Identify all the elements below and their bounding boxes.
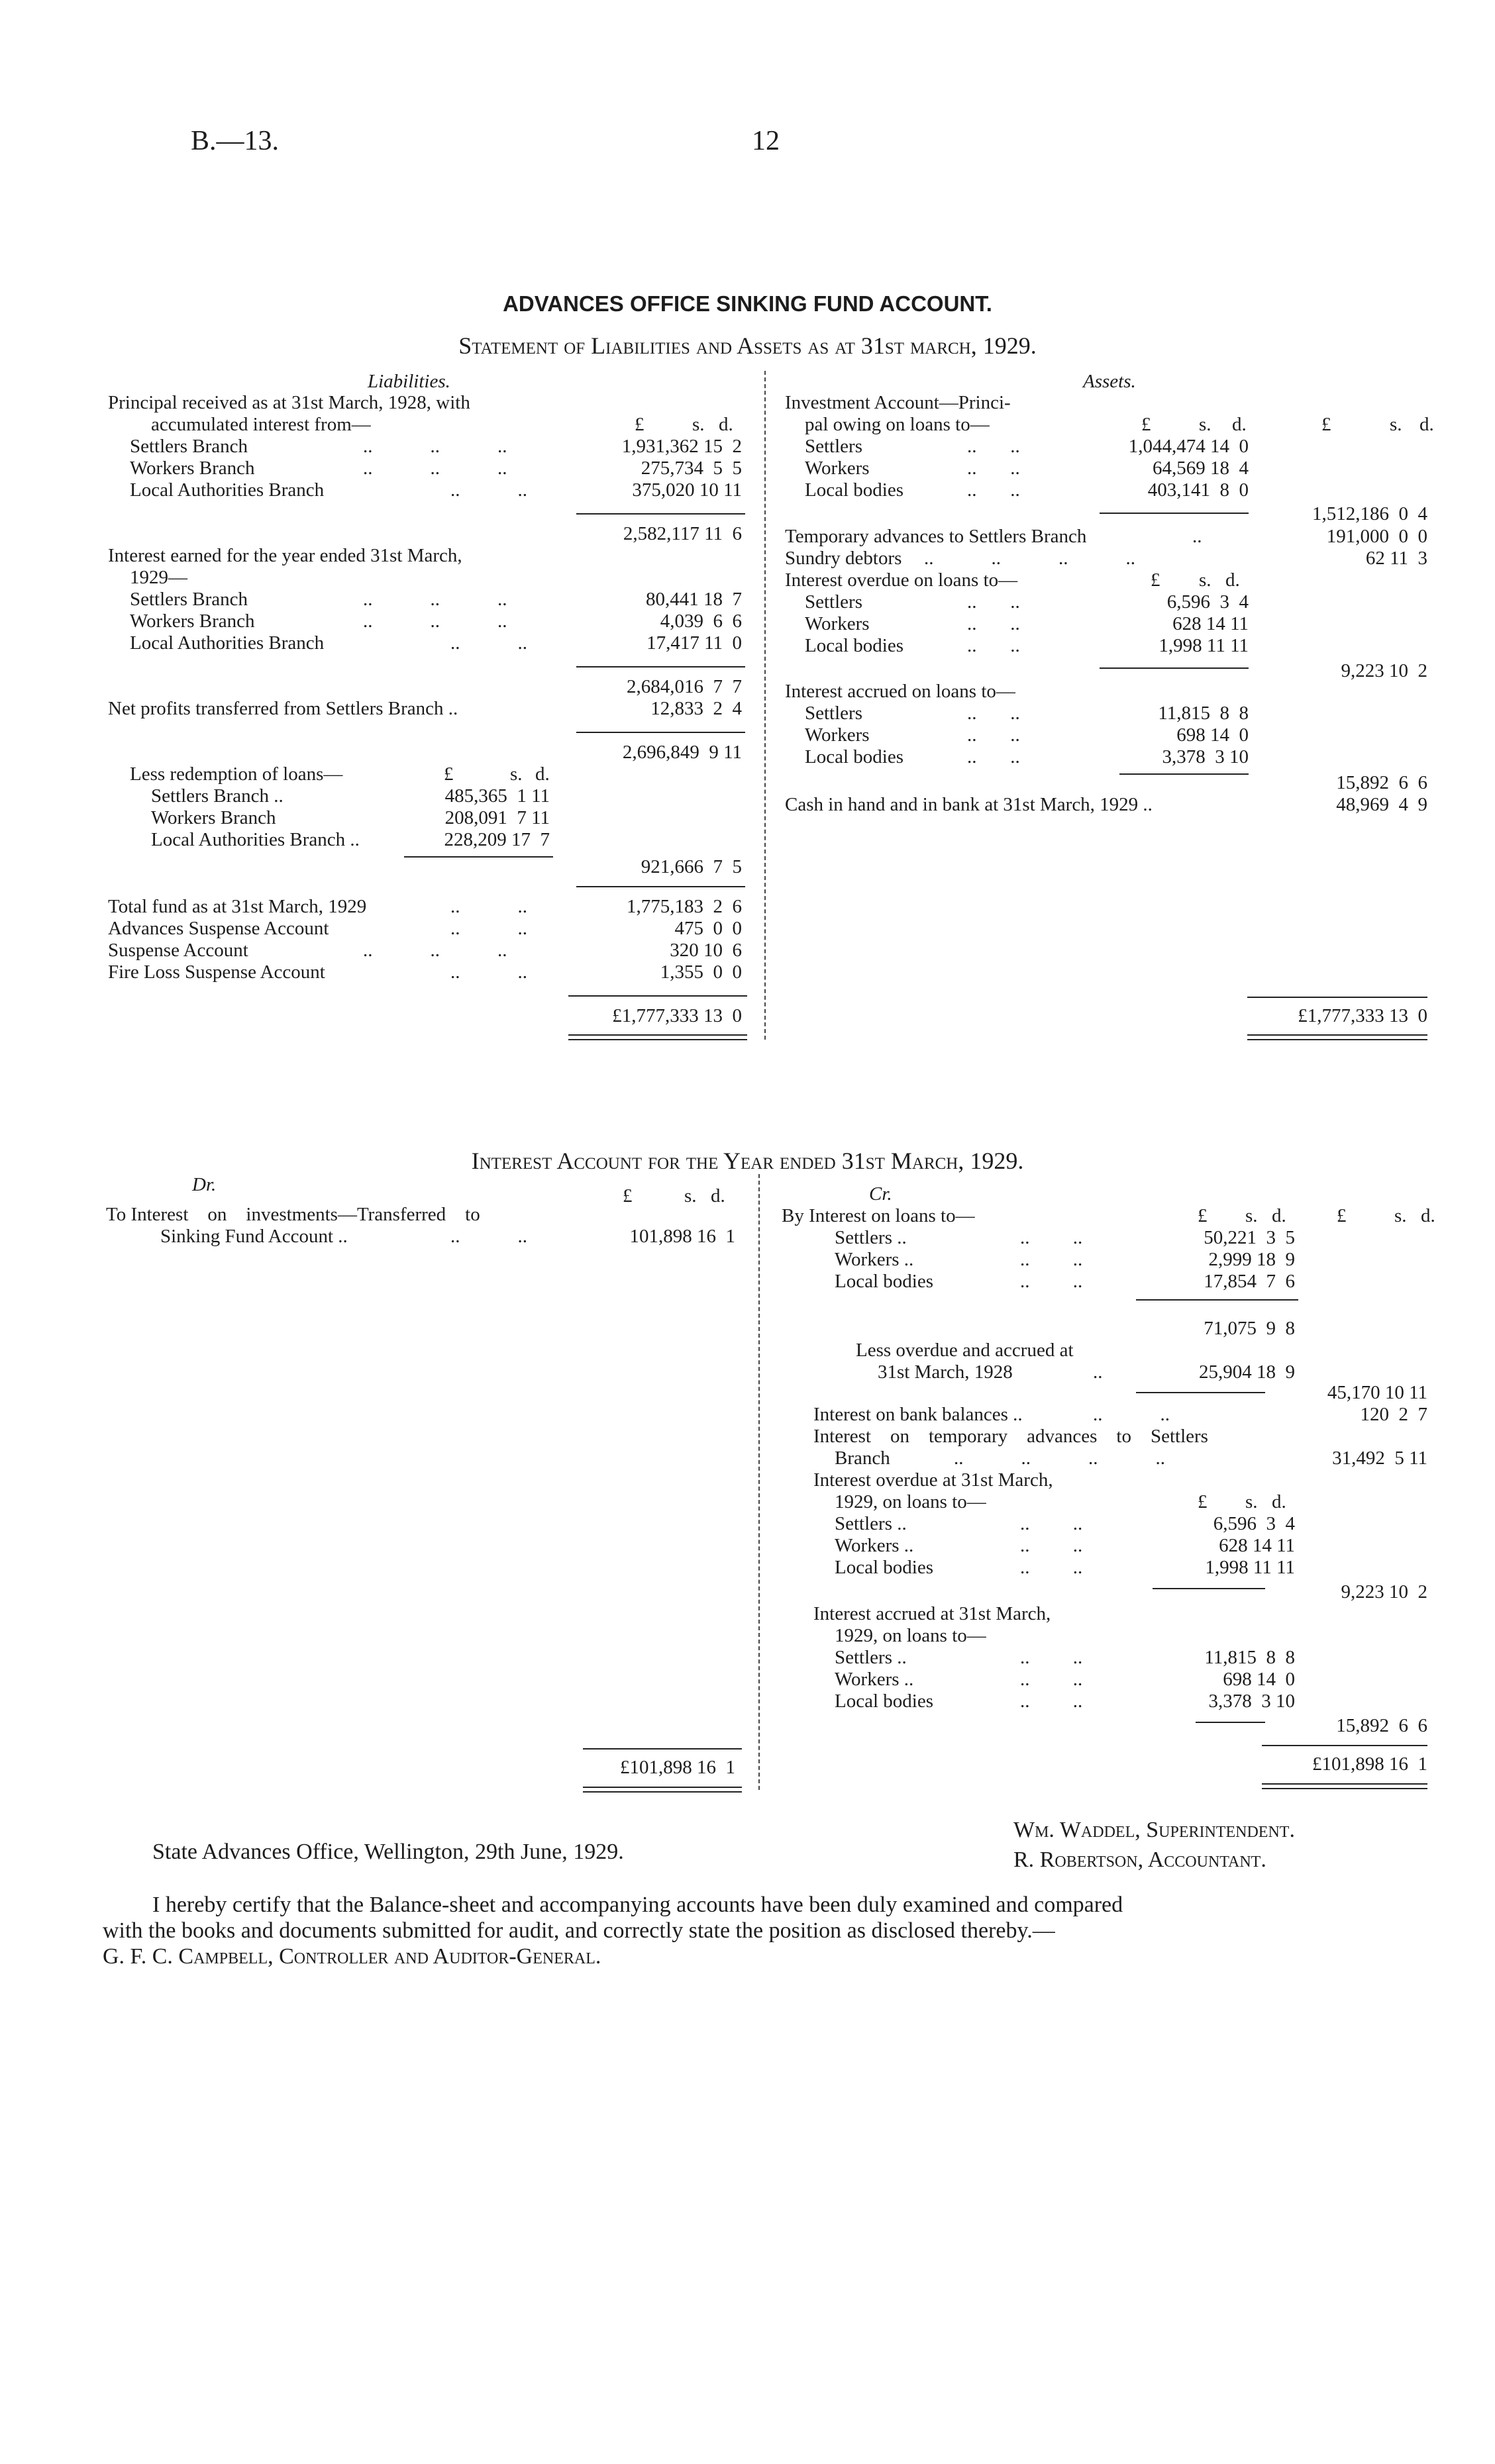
less-redemption-label: Less redemption of loans—: [130, 764, 343, 785]
temp-value: 31,492 5 11: [1332, 1448, 1427, 1469]
page-number: 12: [752, 126, 780, 156]
cr-settlers-label: Settlers ..: [835, 1227, 907, 1248]
total-fund-value: 1,775,183 2 6: [627, 896, 742, 917]
cr-total: £101,898 16 1: [1312, 1753, 1427, 1775]
ac-settlers-label: Settlers: [805, 703, 862, 724]
sundry-value: 62 11 3: [1365, 548, 1427, 569]
od-col-pound: £: [1198, 1491, 1208, 1512]
leader-dots: .. .. ..: [363, 436, 507, 457]
bank-label: Interest on bank balances ..: [813, 1404, 1023, 1425]
interest-line-2: 1929—: [130, 567, 187, 588]
redemption-rule: [404, 856, 553, 858]
total-fund-label: Total fund as at 31st March, 1929: [108, 896, 367, 917]
ac-total: 15,892 6 6: [1336, 1715, 1427, 1736]
subtotal-3: 2,696,849 9 11: [622, 742, 742, 763]
a-local-value: 403,141 8 0: [1147, 479, 1249, 501]
suspense-value: 320 10 6: [670, 940, 742, 961]
less-value: 25,904 18 9: [1199, 1361, 1295, 1383]
col2-shilling: s.: [1390, 414, 1402, 435]
ac-workers-label: Workers: [805, 724, 870, 746]
i-settlers-value: 80,441 18 7: [646, 589, 742, 610]
investment-line-2: pal owing on loans to—: [805, 414, 990, 435]
i-workers-label: Workers Branch: [130, 611, 255, 632]
subtotal-rule: [576, 732, 745, 733]
col-shilling: s.: [1199, 414, 1211, 435]
temp-line-1: Interest on temporary advances to Settlers: [813, 1426, 1208, 1447]
r-settlers-label: Settlers Branch ..: [151, 785, 284, 807]
subtotal-rule: [576, 666, 745, 667]
overdue-heading: Interest overdue on loans to—: [785, 569, 1018, 591]
accrued-heading: Interest accrued on loans to—: [785, 681, 1015, 702]
col-shilling: s.: [692, 414, 705, 435]
total-rule: [568, 995, 747, 997]
r-col-pence: d.: [535, 764, 550, 785]
o-col-shilling: s.: [1199, 569, 1211, 591]
overdue-total: 9,223 10 2: [1341, 660, 1427, 681]
ac-local-value: 3,378 3 10: [1208, 1691, 1295, 1712]
bank-value: 120 2 7: [1360, 1404, 1427, 1425]
subtotal-1: 2,582,117 11 6: [623, 523, 742, 544]
ac-line-2: 1929, on loans to—: [835, 1625, 986, 1646]
o-workers-label: Workers: [805, 613, 870, 634]
p-local-label: Local Authorities Branch: [130, 479, 325, 501]
temp-adv-label: Temporary advances to Settlers Branch: [785, 526, 1087, 547]
cr-workers-value: 2,999 18 9: [1208, 1249, 1295, 1270]
sundry-label: Sundry debtors: [785, 548, 902, 569]
leader-dots: ..: [1093, 1361, 1103, 1383]
leader-dots: .. ..: [967, 746, 1020, 767]
double-rule: [1247, 1034, 1427, 1040]
cr-col2-shilling: s.: [1394, 1205, 1407, 1226]
leader-dots: .. ..: [967, 436, 1020, 457]
certification-line-1: I hereby certify that the Balance-sheet and accompanying accounts have been duly examined and compared: [152, 1893, 1123, 1917]
dr-total: £101,898 16 1: [620, 1757, 735, 1778]
subtotal-rule: [576, 513, 745, 515]
fire-loss-value: 1,355 0 0: [660, 961, 742, 983]
cr-subtotal: 71,075 9 8: [1204, 1318, 1295, 1339]
credit-heading: Cr.: [869, 1183, 892, 1205]
ac-settlers-value: 11,815 8 8: [1204, 1647, 1295, 1668]
leader-dots: .. ..: [1020, 1669, 1083, 1690]
leader-dots: .. ..: [1020, 1271, 1083, 1292]
a-workers-value: 64,569 18 4: [1153, 458, 1249, 479]
cr-settlers-value: 50,221 3 5: [1204, 1227, 1295, 1248]
col2-pound: £: [1321, 414, 1331, 435]
leader-dots: .. ..: [450, 918, 527, 939]
i-settlers-label: Settlers Branch: [130, 589, 248, 610]
r-workers-value: 208,091 7 11: [444, 807, 550, 828]
place-date: State Advances Office, Wellington, 29th June, 1929.: [152, 1840, 624, 1864]
ac-settlers-value: 11,815 8 8: [1158, 703, 1249, 724]
accrued-total: 15,892 6 6: [1336, 772, 1427, 793]
principal-line-1: Principal received as at 31st March, 1928, with: [108, 392, 470, 413]
certification-line-2: with the books and documents submitted for audit, and correctly state the position as disclosed thereby.—: [103, 1918, 1055, 1943]
subtotal-rule: [576, 886, 745, 887]
leader-dots: .. ..: [1093, 1404, 1170, 1425]
temp-adv-value: 191,000 0 0: [1326, 526, 1427, 547]
leader-dots: .. ..: [967, 703, 1020, 724]
redemption-total: 921,666 7 5: [641, 856, 742, 877]
o-local-value: 1,998 11 11: [1159, 635, 1249, 656]
p-local-value: 375,020 10 11: [632, 479, 742, 501]
investment-line-1: Investment Account—Princi-: [785, 392, 1011, 413]
total-rule: [583, 1748, 742, 1749]
leader-dots: .. .. ..: [363, 611, 507, 632]
dr-line-1: To Interest on investments—Transferred to: [106, 1204, 480, 1225]
leader-dots: .. ..: [1020, 1249, 1083, 1270]
i-local-label: Local Authorities Branch: [130, 632, 325, 654]
r-workers-label: Workers Branch: [151, 807, 276, 828]
o-workers-value: 628 14 11: [1172, 613, 1249, 634]
i-workers-value: 4,039 6 6: [660, 611, 742, 632]
leader-dots: .. .. ..: [363, 940, 507, 961]
certification-line-3: G. F. C. Campbell, Controller and Auditor-General.: [103, 1944, 601, 1969]
double-rule: [568, 1034, 747, 1040]
a-workers-label: Workers: [805, 458, 870, 479]
ac-settlers-label: Settlers ..: [835, 1647, 907, 1668]
leader-dots: .. ..: [1020, 1227, 1083, 1248]
od-settlers-value: 6,596 3 4: [1213, 1513, 1295, 1534]
cr-col-pound: £: [1198, 1205, 1208, 1226]
principal-line-2: accumulated interest from—: [151, 414, 371, 435]
leader-dots: .. ..: [967, 724, 1020, 746]
interest-account-title: Interest Account for the Year ended 31st March, 1929.: [471, 1148, 1024, 1174]
document-reference: B.—13.: [191, 126, 280, 156]
cr-net: 45,170 10 11: [1327, 1382, 1427, 1403]
leader-dots: .. ..: [450, 896, 527, 917]
subtotal-2: 2,684,016 7 7: [627, 676, 742, 697]
debit-heading: Dr.: [192, 1174, 217, 1195]
leader-dots: .. .. .. ..: [924, 548, 1135, 569]
dr-col-pound: £: [623, 1185, 633, 1207]
less-line-2: 31st March, 1928: [878, 1361, 1013, 1383]
temp-line-2: Branch: [835, 1448, 890, 1469]
a-settlers-label: Settlers: [805, 436, 862, 457]
i-local-value: 17,417 11 0: [646, 632, 742, 654]
less-line-1: Less overdue and accrued at: [856, 1340, 1074, 1361]
fire-loss-label: Fire Loss Suspense Account: [108, 961, 325, 983]
suspense-label: Suspense Account: [108, 940, 248, 961]
ac-workers-label: Workers ..: [835, 1669, 914, 1690]
ac-workers-value: 698 14 0: [1176, 724, 1249, 746]
double-rule: [1262, 1783, 1427, 1789]
adv-suspense-value: 475 0 0: [674, 918, 742, 939]
od-total: 9,223 10 2: [1341, 1581, 1427, 1602]
cash-value: 48,969 4 9: [1336, 794, 1427, 815]
col-pence: d.: [719, 414, 733, 435]
od-workers-value: 628 14 11: [1219, 1535, 1295, 1556]
dr-col-pence: d.: [711, 1185, 725, 1207]
o-local-label: Local bodies: [805, 635, 903, 656]
od-line-1: Interest overdue at 31st March,: [813, 1469, 1053, 1491]
statement-divider: [764, 371, 766, 1040]
ac-workers-value: 698 14 0: [1223, 1669, 1295, 1690]
cr-local-value: 17,854 7 6: [1204, 1271, 1295, 1292]
od-line-2: 1929, on loans to—: [835, 1491, 986, 1512]
subtotal-rule: [1119, 773, 1249, 775]
leader-dots: .. ..: [450, 632, 527, 654]
leader-dots: .. ..: [450, 961, 527, 983]
p-workers-label: Workers Branch: [130, 458, 255, 479]
a-local-label: Local bodies: [805, 479, 903, 501]
net-profits-value: 12,833 2 4: [650, 698, 742, 719]
dr-value: 101,898 16 1: [629, 1226, 735, 1247]
subtotal-rule: [1136, 1299, 1298, 1301]
leader-dots: .. ..: [1020, 1691, 1083, 1712]
cr-local-label: Local bodies: [835, 1271, 933, 1292]
ac-local-label: Local bodies: [835, 1691, 933, 1712]
interest-divider: [758, 1174, 760, 1790]
leader-dots: .. ..: [1020, 1557, 1083, 1578]
leader-dots: .. .. ..: [363, 589, 507, 610]
leader-dots: .. ..: [1020, 1647, 1083, 1668]
by-interest-heading: By Interest on loans to—: [782, 1205, 975, 1226]
cr-col-pence: d.: [1272, 1205, 1286, 1226]
col2-pence: d.: [1419, 414, 1434, 435]
interest-line-1: Interest earned for the year ended 31st March,: [108, 545, 462, 566]
p-settlers-label: Settlers Branch: [130, 436, 248, 457]
od-col-pence: d.: [1272, 1491, 1286, 1512]
p-settlers-value: 1,931,362 15 2: [621, 436, 742, 457]
r-local-value: 228,209 17 7: [444, 829, 550, 850]
cr-col2-pound: £: [1337, 1205, 1347, 1226]
leader-dots: .. .. ..: [363, 458, 507, 479]
cash-label: Cash in hand and in bank at 31st March, 1929 ..: [785, 794, 1153, 815]
double-rule: [583, 1787, 742, 1793]
od-settlers-label: Settlers ..: [835, 1513, 907, 1534]
o-settlers-value: 6,596 3 4: [1166, 591, 1249, 613]
leader-dots: .. ..: [450, 1226, 527, 1247]
liabilities-grand-total: £1,777,333 13 0: [612, 1005, 742, 1026]
ac-line-1: Interest accrued at 31st March,: [813, 1603, 1051, 1624]
od-workers-label: Workers ..: [835, 1535, 914, 1556]
assets-grand-total: £1,777,333 13 0: [1298, 1005, 1427, 1026]
subtotal-rule: [1100, 513, 1249, 514]
p-workers-value: 275,734 5 5: [641, 458, 742, 479]
ac-local-value: 3,378 3 10: [1162, 746, 1249, 767]
leader-dots: .. ..: [967, 635, 1020, 656]
leader-dots: ..: [1192, 526, 1202, 547]
dr-col-shilling: s.: [684, 1185, 697, 1207]
a-settlers-value: 1,044,474 14 0: [1128, 436, 1249, 457]
leader-dots: .. ..: [1020, 1513, 1083, 1534]
od-local-label: Local bodies: [835, 1557, 933, 1578]
col-pence: d.: [1232, 414, 1247, 435]
assets-heading: Assets.: [1083, 371, 1136, 392]
leader-dots: .. ..: [967, 458, 1020, 479]
r-col-shilling: s.: [510, 764, 523, 785]
leader-dots: .. ..: [450, 479, 527, 501]
leader-dots: .. ..: [1020, 1535, 1083, 1556]
o-col-pound: £: [1151, 569, 1160, 591]
page-title: ADVANCES OFFICE SINKING FUND ACCOUNT.: [503, 291, 992, 316]
subtotal-rule: [1100, 667, 1249, 669]
o-col-pence: d.: [1225, 569, 1240, 591]
dr-line-2: Sinking Fund Account ..: [160, 1226, 348, 1247]
r-col-pound: £: [444, 764, 454, 785]
signature-accountant: R. Robertson, Accountant.: [1013, 1848, 1266, 1872]
signature-superintendent: Wm. Waddel, Superintendent.: [1013, 1818, 1295, 1842]
ac-local-label: Local bodies: [805, 746, 903, 767]
cr-col-shilling: s.: [1245, 1205, 1258, 1226]
liabilities-heading: Liabilities.: [368, 371, 450, 392]
leader-dots: .. ..: [967, 613, 1020, 634]
o-settlers-label: Settlers: [805, 591, 862, 613]
leader-dots: .. ..: [967, 591, 1020, 613]
total-rule: [1262, 1745, 1427, 1746]
leader-dots: .. .. .. ..: [954, 1448, 1165, 1469]
adv-suspense-label: Advances Suspense Account: [108, 918, 329, 939]
cr-col2-pence: d.: [1421, 1205, 1435, 1226]
cr-workers-label: Workers ..: [835, 1249, 914, 1270]
col-pound: £: [635, 414, 644, 435]
col-pound: £: [1141, 414, 1151, 435]
od-col-shilling: s.: [1245, 1491, 1258, 1512]
net-profits-label: Net profits transferred from Settlers Branch ..: [108, 698, 458, 719]
investment-total: 1,512,186 0 4: [1312, 503, 1427, 524]
total-rule: [1247, 997, 1427, 998]
od-local-value: 1,998 11 11: [1205, 1557, 1295, 1578]
leader-dots: .. ..: [967, 479, 1020, 501]
r-local-label: Local Authorities Branch ..: [151, 829, 360, 850]
r-settlers-value: 485,365 1 11: [444, 785, 550, 807]
statement-subtitle: Statement of Liabilities and Assets as at 31st march, 1929.: [458, 332, 1037, 359]
